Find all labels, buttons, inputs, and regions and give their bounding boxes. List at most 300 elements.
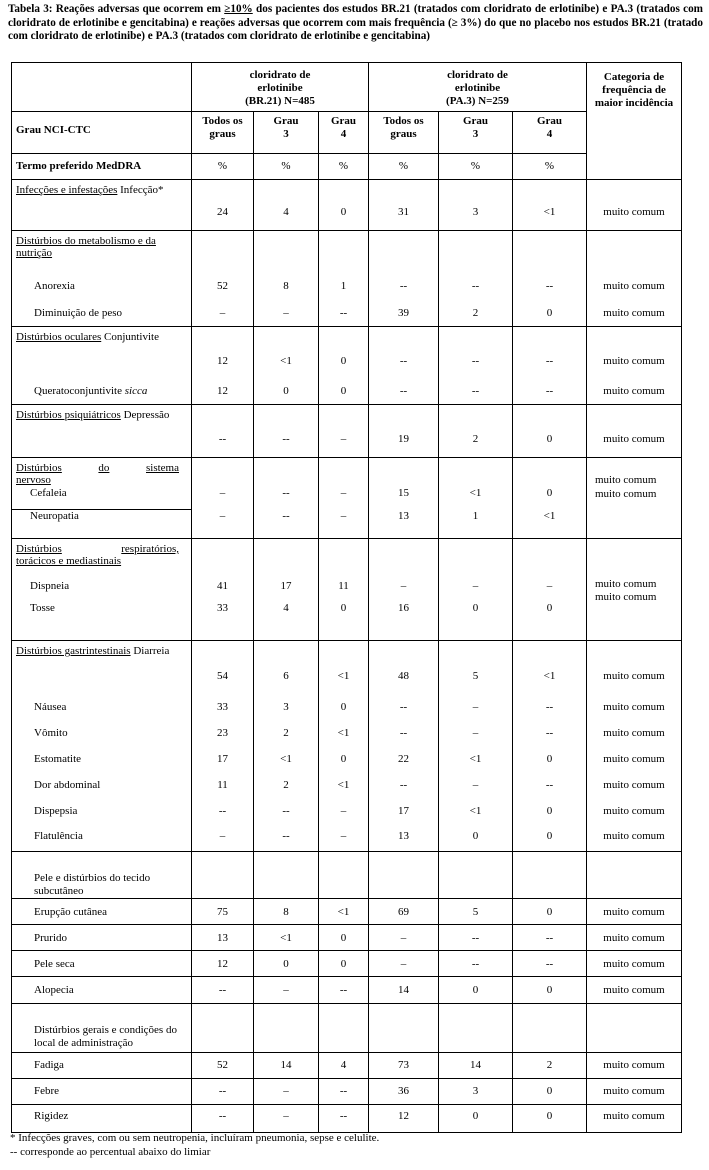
value-cell <box>368 230 439 327</box>
header-subcolumn <box>253 111 319 154</box>
value-cell <box>368 1078 439 1105</box>
header-subcolumn-line: Grau <box>330 115 357 127</box>
blank-cell <box>586 1003 682 1053</box>
blank-cell <box>438 1003 513 1053</box>
value-text: 17 <box>280 580 292 592</box>
value-cell <box>438 924 513 951</box>
value-cell <box>318 326 369 405</box>
frequency-cell <box>586 640 682 852</box>
value-text: 41 <box>217 580 228 592</box>
header-subcolumn-line: 4 <box>546 128 553 140</box>
percent-label: % <box>281 160 291 172</box>
value-text: 5 <box>472 670 479 682</box>
term-label: Diminuição de peso <box>34 307 122 319</box>
term-label: Cefaleia <box>30 487 67 499</box>
blank-cell <box>512 851 587 899</box>
value-text: 33 <box>217 701 228 713</box>
term-meddra-label: Termo preferido MedDRA <box>16 160 142 172</box>
header-subcolumn <box>368 111 439 154</box>
header-frequency-line: Categoria de <box>603 71 665 83</box>
value-text: 48 <box>398 670 409 682</box>
category-title-underlined: Distúrbios do metabolismo e da <box>16 235 156 247</box>
blank-cell <box>253 1003 319 1053</box>
value-text: -- <box>218 433 227 445</box>
frequency-text: muito comum <box>603 206 665 218</box>
frequency-text: muito comum <box>603 984 665 996</box>
value-cell <box>191 924 254 951</box>
value-text: <1 <box>543 670 556 682</box>
blank-cell <box>586 851 682 899</box>
value-cell <box>253 404 319 458</box>
value-cell <box>512 640 587 852</box>
value-text: 11 <box>217 779 228 791</box>
value-text: <1 <box>337 906 350 918</box>
frequency-text: muito comum <box>603 307 665 319</box>
value-cell <box>438 179 513 231</box>
grau-nci-ctc-label: Grau NCI-CTC <box>16 124 91 136</box>
value-text: <1 <box>337 670 350 682</box>
value-cell <box>318 640 369 852</box>
value-text: 36 <box>398 1085 409 1097</box>
category-title-line2: nutrição <box>16 247 53 259</box>
value-cell <box>438 404 513 458</box>
term-label: Vômito <box>34 727 68 739</box>
value-text: 22 <box>398 753 409 765</box>
value-cell <box>368 1052 439 1079</box>
frequency-text: muito comum <box>603 906 665 918</box>
frequency-cell <box>586 924 682 951</box>
percent-label: % <box>217 160 228 172</box>
value-text: – <box>219 830 226 842</box>
term-label: Dor abdominal <box>34 779 101 791</box>
frequency-text: muito comum <box>595 488 657 500</box>
category-cell <box>11 457 192 539</box>
value-text: -- <box>282 510 290 522</box>
value-text: -- <box>399 779 408 791</box>
frequency-cell <box>586 1052 682 1079</box>
value-text: 17 <box>217 753 228 765</box>
header-percent <box>318 153 369 180</box>
category-cell <box>11 230 192 327</box>
value-cell <box>318 457 369 539</box>
category-title-word: Distúrbios <box>16 543 62 555</box>
value-text: -- <box>471 355 480 367</box>
value-cell <box>438 457 513 539</box>
term-label: Anorexia <box>34 280 75 292</box>
value-text: 0 <box>340 958 347 970</box>
value-text: 14 <box>280 1059 292 1071</box>
value-text: 2 <box>472 307 479 319</box>
frequency-cell <box>586 179 682 231</box>
value-text: 0 <box>340 602 347 614</box>
value-text: 1 <box>472 510 479 522</box>
frequency-text: muito comum <box>603 670 665 682</box>
value-cell <box>438 640 513 852</box>
value-text: 14 <box>470 1059 481 1071</box>
frequency-text: muito comum <box>603 805 665 817</box>
value-text: 0 <box>546 753 553 765</box>
value-text: 5 <box>472 906 479 918</box>
frequency-cell <box>586 1078 682 1105</box>
value-text: -- <box>339 1110 348 1122</box>
frequency-text: muito comum <box>603 701 665 713</box>
term-label: Estomatite <box>34 753 82 765</box>
term-label: Dispneia <box>30 580 70 592</box>
blank-cell <box>512 1003 587 1053</box>
value-text: 52 <box>217 280 228 292</box>
value-text: <1 <box>337 727 350 739</box>
term-label: Febre <box>34 1085 60 1097</box>
first-term-label: Conjuntivite <box>101 331 159 343</box>
header-subcolumn-line: Grau <box>273 115 299 127</box>
value-cell <box>368 457 439 539</box>
value-text: 15 <box>398 487 409 499</box>
term-cell <box>11 1052 192 1079</box>
value-text: -- <box>399 727 408 739</box>
value-text: – <box>400 580 407 592</box>
value-text: – <box>340 433 347 445</box>
header-group-br21-line: (BR.21) N=485 <box>245 95 315 107</box>
category-title <box>16 184 187 197</box>
header-subcolumn-line: graus <box>390 128 417 140</box>
percent-label: % <box>470 160 481 172</box>
value-cell <box>191 1052 254 1079</box>
category-title-word: Distúrbios <box>16 462 62 474</box>
value-cell <box>318 538 369 641</box>
first-term-label: Diarreia <box>130 645 170 657</box>
value-text: -- <box>471 932 480 944</box>
value-text: 4 <box>340 1059 347 1071</box>
value-text: <1 <box>337 779 350 791</box>
blank-cell <box>438 851 513 899</box>
header-frequency-line: frequência de <box>602 84 666 96</box>
category-cell <box>11 404 192 458</box>
blank-cell <box>318 1003 369 1053</box>
value-cell <box>512 950 587 977</box>
category-title-underlined: Distúrbios gastrintestinais <box>16 645 131 657</box>
header-subcolumn-line: 3 <box>283 128 289 140</box>
value-cell <box>512 230 587 327</box>
percent-label: % <box>544 160 555 172</box>
value-cell <box>253 538 319 641</box>
value-text: – <box>400 932 407 944</box>
header-subcolumn <box>318 111 369 154</box>
blank-cell <box>368 1003 439 1053</box>
value-text: – <box>472 580 479 592</box>
header-subcolumn-line: Grau <box>462 115 489 127</box>
header-grau-label <box>11 111 192 154</box>
category-title: Distúrbios gerais e condições do <box>34 1024 177 1036</box>
value-cell <box>253 1052 319 1079</box>
value-cell <box>253 950 319 977</box>
value-text: -- <box>218 805 227 817</box>
value-cell <box>438 326 513 405</box>
frequency-text: muito comum <box>603 830 665 842</box>
row-separator <box>11 509 191 510</box>
value-cell <box>512 1052 587 1079</box>
value-cell <box>438 1078 513 1105</box>
category-title-word: sistema <box>146 462 179 474</box>
value-cell <box>191 640 254 852</box>
frequency-cell <box>586 457 682 539</box>
frequency-text: muito comum <box>603 932 665 944</box>
percent-label: % <box>398 160 409 172</box>
value-text: 75 <box>217 906 228 918</box>
category-title-underlined: Infecções e infestações <box>16 184 118 196</box>
percent-label: % <box>338 160 349 172</box>
value-text: <1 <box>469 753 482 765</box>
term-cell <box>11 924 192 951</box>
value-cell <box>191 179 254 231</box>
value-cell <box>438 950 513 977</box>
frequency-text: muito comum <box>603 280 665 292</box>
value-text: -- <box>282 433 290 445</box>
value-cell <box>253 230 319 327</box>
value-cell <box>318 924 369 951</box>
frequency-cell <box>586 1104 682 1133</box>
value-text: 0 <box>546 906 553 918</box>
category-title-line2: torácicos e mediastinais <box>16 555 122 567</box>
value-text: -- <box>545 280 554 292</box>
term-label: Náusea <box>34 701 67 713</box>
value-text: 13 <box>217 932 228 944</box>
value-cell <box>253 179 319 231</box>
header-percent <box>438 153 513 180</box>
value-text: -- <box>399 701 408 713</box>
term-label: Flatulência <box>34 830 83 842</box>
frequency-text: muito comum <box>595 578 657 590</box>
value-text: 16 <box>398 602 409 614</box>
value-text: 0 <box>340 753 347 765</box>
frequency-text: muito comum <box>595 591 657 603</box>
value-text: <1 <box>469 805 482 817</box>
value-text: -- <box>399 385 408 397</box>
value-text: 31 <box>398 206 409 218</box>
value-cell <box>438 976 513 1004</box>
value-text: 0 <box>546 433 553 445</box>
header-subcolumn <box>512 111 587 154</box>
header-group-pa3 <box>368 62 587 112</box>
term-label: Erupção cutânea <box>34 906 107 918</box>
term-cell <box>11 1078 192 1105</box>
value-cell <box>318 404 369 458</box>
header-subcolumn-line: graus <box>209 128 236 140</box>
value-cell <box>318 1078 369 1105</box>
term-cell <box>11 1104 192 1133</box>
value-cell <box>368 924 439 951</box>
value-cell <box>368 179 439 231</box>
value-text: 39 <box>398 307 409 319</box>
term-label: Rigidez <box>34 1110 69 1122</box>
value-cell <box>512 1078 587 1105</box>
value-text: 19 <box>398 433 409 445</box>
value-cell <box>318 950 369 977</box>
value-cell <box>512 179 587 231</box>
value-cell <box>438 1104 513 1133</box>
value-cell <box>318 976 369 1004</box>
value-cell <box>318 1104 369 1133</box>
frequency-text: muito comum <box>603 1059 665 1071</box>
frequency-text: muito comum <box>595 474 657 486</box>
value-text: 23 <box>217 727 228 739</box>
first-term-label: Depressão <box>120 409 170 421</box>
blank-cell <box>191 851 254 899</box>
value-text: -- <box>339 1085 348 1097</box>
frequency-text: muito comum <box>603 433 665 445</box>
header-subcolumn <box>191 111 254 154</box>
value-text: 0 <box>546 1085 553 1097</box>
value-text: 12 <box>217 355 228 367</box>
value-text: -- <box>339 984 348 996</box>
value-cell <box>512 924 587 951</box>
value-text: <1 <box>469 487 482 499</box>
value-text: 73 <box>398 1059 409 1071</box>
value-cell <box>368 950 439 977</box>
category-cell <box>11 326 192 405</box>
value-text: 2 <box>472 433 479 445</box>
blank-cell <box>318 851 369 899</box>
value-text: 0 <box>340 385 347 397</box>
value-text: – <box>340 487 347 499</box>
blank-cell <box>368 851 439 899</box>
value-cell <box>512 326 587 405</box>
value-text: – <box>219 510 226 522</box>
value-cell <box>253 1078 319 1105</box>
value-text: 0 <box>546 805 553 817</box>
value-text: -- <box>218 1110 227 1122</box>
frequency-cell <box>586 538 682 641</box>
value-text: -- <box>545 932 554 944</box>
blank-cell <box>191 1003 254 1053</box>
frequency-text: muito comum <box>603 753 665 765</box>
value-text: 3 <box>283 701 289 713</box>
value-cell <box>191 976 254 1004</box>
value-text: -- <box>471 958 480 970</box>
category-title-word: do <box>98 462 110 474</box>
category-title-line2: nervoso <box>16 474 51 486</box>
value-cell <box>512 457 587 539</box>
value-text: 0 <box>472 984 479 996</box>
header-blank <box>11 62 192 112</box>
value-cell <box>368 640 439 852</box>
value-cell <box>253 457 319 539</box>
category-title-word: respiratórios, <box>121 543 179 555</box>
header-subcolumn-line: Todos os <box>383 115 424 127</box>
value-cell <box>438 1052 513 1079</box>
value-cell <box>191 1104 254 1133</box>
value-cell <box>318 179 369 231</box>
value-cell <box>191 404 254 458</box>
value-text: 11 <box>338 580 349 592</box>
value-text: – <box>472 727 479 739</box>
value-text: 0 <box>340 932 347 944</box>
value-cell <box>368 326 439 405</box>
value-cell <box>191 950 254 977</box>
category-title-underlined: Distúrbios psiquiátricos <box>16 409 121 421</box>
value-text: 0 <box>546 307 553 319</box>
value-text: – <box>472 779 479 791</box>
term-label: Pele seca <box>34 958 75 970</box>
value-cell <box>253 924 319 951</box>
term-label: Neuropatia <box>30 510 79 522</box>
value-text: -- <box>471 385 480 397</box>
value-text: 12 <box>398 1110 409 1122</box>
value-text: <1 <box>280 355 292 367</box>
term-label: Tosse <box>30 602 55 614</box>
header-frequency-line: maior incidência <box>594 97 674 109</box>
frequency-text: muito comum <box>603 385 665 397</box>
value-text: 3 <box>472 1085 479 1097</box>
category-cell <box>11 640 192 852</box>
value-text: 12 <box>217 385 228 397</box>
value-text: – <box>283 1085 289 1097</box>
first-term-label: Infecção* <box>117 184 164 196</box>
header-percent <box>512 153 587 180</box>
value-text: – <box>283 1110 289 1122</box>
value-text: 0 <box>340 701 347 713</box>
value-text: <1 <box>280 753 292 765</box>
value-text: -- <box>399 280 408 292</box>
value-text: 6 <box>283 670 289 682</box>
header-percent <box>368 153 439 180</box>
value-text: 0 <box>546 984 553 996</box>
value-text: <1 <box>280 932 292 944</box>
frequency-text: muito comum <box>603 1110 665 1122</box>
value-text: 2 <box>283 727 289 739</box>
header-group-pa3-line: cloridrato de <box>447 69 508 81</box>
value-text: – <box>400 958 407 970</box>
value-text: -- <box>282 830 290 842</box>
value-text: -- <box>545 727 554 739</box>
table-caption: Tabela 3: Reações adversas que ocorrem em ≥10% dos pacientes dos estudos BR.21 (tratados com cloridrato de erlotinibe) e PA.3 (tratados com cloridrato de erlotinibe e gencitabina) e reações adversas que ocorrem com mais frequência (≥ 3%) do que no placebo nos estudos BR.21 (tratado com cloridrato de erlotinibe) e PA.3 (tratados com cloridrato de erlotinibe e gencitabina) <box>8 3 703 43</box>
value-text: 14 <box>398 984 409 996</box>
frequency-cell <box>586 404 682 458</box>
value-text: 12 <box>217 958 228 970</box>
frequency-cell <box>586 326 682 405</box>
frequency-text: muito comum <box>603 958 665 970</box>
value-cell <box>438 230 513 327</box>
header-percent <box>253 153 319 180</box>
frequency-text: muito comum <box>603 727 665 739</box>
category-title: Pele e distúrbios do tecido <box>34 872 151 884</box>
value-text: 2 <box>546 1059 553 1071</box>
term-cell <box>11 898 192 925</box>
frequency-cell <box>586 230 682 327</box>
category-cell <box>11 179 192 231</box>
category-title <box>16 409 187 422</box>
value-cell <box>191 457 254 539</box>
header-subcolumn-line: 3 <box>472 128 479 140</box>
value-text: 0 <box>340 355 347 367</box>
value-text: 54 <box>217 670 228 682</box>
value-text: 8 <box>283 906 289 918</box>
value-cell <box>253 326 319 405</box>
value-text: – <box>340 805 347 817</box>
header-percent <box>191 153 254 180</box>
category-title <box>16 331 187 344</box>
header-term-label <box>11 153 192 180</box>
value-text: -- <box>339 307 348 319</box>
value-text: 0 <box>340 206 347 218</box>
value-text: 0 <box>283 958 289 970</box>
category-cell <box>11 851 192 899</box>
value-cell <box>253 1104 319 1133</box>
term-cell <box>11 950 192 977</box>
value-text: -- <box>545 385 554 397</box>
value-text: -- <box>282 805 290 817</box>
category-title-line2: subcutâneo <box>34 885 84 897</box>
category-title <box>16 462 179 475</box>
